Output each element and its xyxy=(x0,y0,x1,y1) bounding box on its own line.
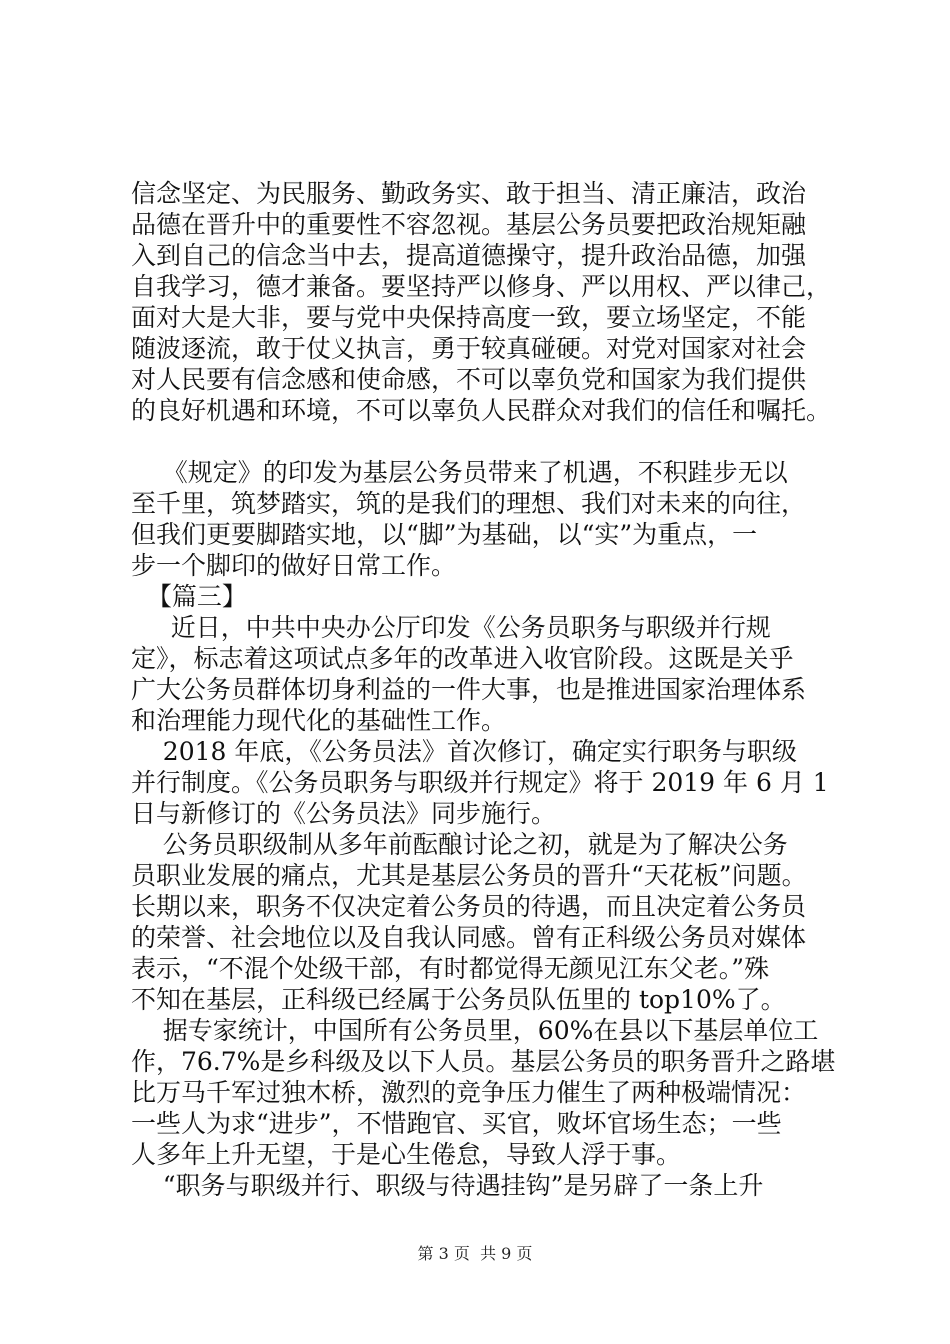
text-line: 不知在基层，正科级已经属于公务员队伍里的 top10%了。 xyxy=(131,985,786,1014)
text-line: 《规定》的印发为基层公务员带来了机遇，不积跬步无以 xyxy=(131,458,788,487)
text-line: 并行制度。《公务员职务与职级并行规定》将于 2019 年 6 月 1 xyxy=(131,768,829,797)
section-heading: 【篇三】 xyxy=(131,582,247,611)
text-line: 入到自己的信念当中去，提高道德操守，提升政治品德，加强 xyxy=(131,241,807,270)
text-line: 但我们更要脚踏实地，以“脚”为基础，以“实”为重点，一 xyxy=(131,520,758,549)
text-line: 比万马千军过独木桥，激烈的竞争压力催生了两种极端情况： xyxy=(131,1078,807,1107)
text-line: 表示，“不混个处级干部，有时都觉得无颜见江东父老。”殊 xyxy=(131,954,770,983)
text-line: 定》，标志着这项试点多年的改革进入收官阶段。这既是关乎 xyxy=(131,644,794,673)
text-line: 自我学习，德才兼备。要坚持严以修身、严以用权、严以律己， xyxy=(131,272,832,301)
text-line: 广大公务员群体切身利益的一件大事，也是推进国家治理体系 xyxy=(131,675,807,704)
text-line: 面对大是大非，要与党中央保持高度一致，要立场坚定，不能 xyxy=(131,303,807,332)
text-line: 员职业发展的痛点，尤其是基层公务员的晋升“天花板”问题。 xyxy=(131,861,807,890)
text-line: 公务员职级制从多年前酝酿讨论之初，就是为了解决公务 xyxy=(131,830,788,859)
text-line: 的荣誉、社会地位以及自我认同感。曾有正科级公务员对媒体 xyxy=(131,923,807,952)
text-line: 近日，中共中央办公厅印发《公务员职务与职级并行规 xyxy=(131,613,771,642)
text-line: 日与新修订的《公务员法》同步施行。 xyxy=(131,799,557,828)
text-line: 的良好机遇和环境，不可以辜负人民群众对我们的信任和嘱托。 xyxy=(131,396,832,425)
text-line: 作，76.7%是乡科级及以下人员。基层公务员的职务晋升之路堪 xyxy=(131,1047,836,1076)
text-line: 对人民要有信念感和使命感，不可以辜负党和国家为我们提供 xyxy=(131,365,807,394)
text-line: 步一个脚印的做好日常工作。 xyxy=(131,551,457,580)
text-line: 据专家统计，中国所有公务员里，60%在县以下基层单位工 xyxy=(131,1016,819,1045)
text-line: 信念坚定、为民服务、勤政务实、敢于担当、清正廉洁，政治 xyxy=(131,179,807,208)
text-line: 至千里，筑梦踏实，筑的是我们的理想、我们对未来的向往， xyxy=(131,489,807,518)
text-line: 一些人为求“进步”，不惜跑官、买官，败坏官场生态；一些 xyxy=(131,1109,782,1138)
text-line: 2018 年底，《公务员法》首次修订，确定实行职务与职级 xyxy=(131,737,797,766)
text-line: 和治理能力现代化的基础性工作。 xyxy=(131,706,507,735)
text-line: 随波逐流，敢于仗义执言，勇于较真碰硬。对党对国家对社会 xyxy=(131,334,807,363)
text-line: “职务与职级并行、职级与待遇挂钩”是另辟了一条上升 xyxy=(131,1171,764,1200)
text-line: 人多年上升无望，于是心生倦怠，导致人浮于事。 xyxy=(131,1140,682,1169)
paragraph-gap xyxy=(131,426,831,457)
text-line: 长期以来，职务不仅决定着公务员的待遇，而且决定着公务员 xyxy=(131,892,807,921)
document-body xyxy=(131,178,836,1201)
text-line: 品德在晋升中的重要性不容忽视。基层公务员要把政治规矩融 xyxy=(131,210,807,239)
page-number-footer: 第 3 页 共 9 页 xyxy=(417,1244,533,1263)
